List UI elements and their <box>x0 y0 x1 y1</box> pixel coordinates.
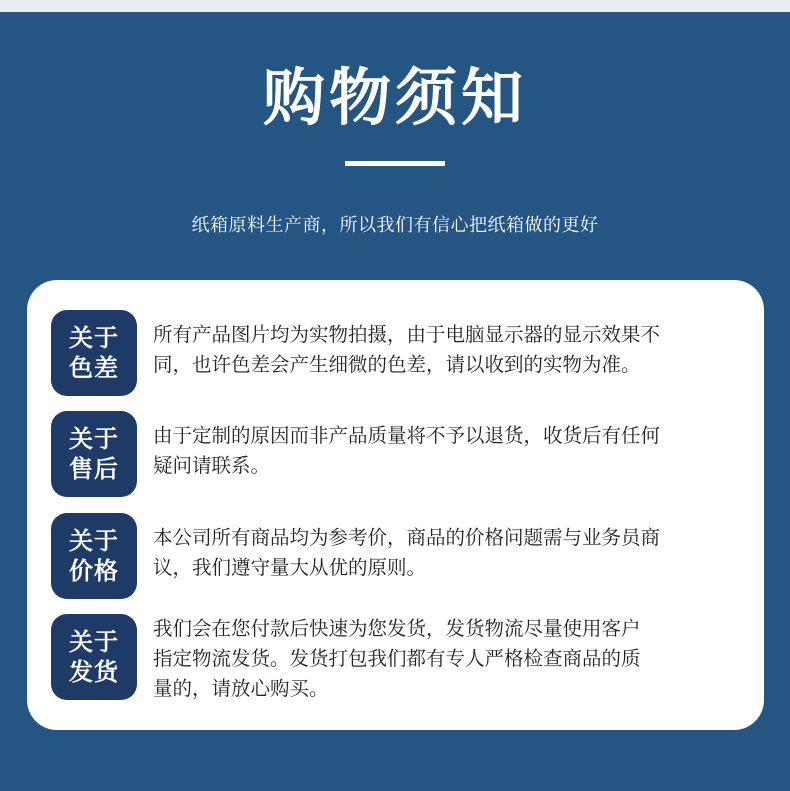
badge-line-2: 售后 <box>69 455 119 483</box>
badge-line-1: 关于 <box>69 628 119 656</box>
page-subtitle: 纸箱原料生产商，所以我们有信心把纸箱做的更好 <box>191 215 599 236</box>
badge-line-1: 关于 <box>69 425 119 453</box>
page-title: 购物须知 <box>262 61 527 134</box>
badge-line-2: 色差 <box>69 354 119 382</box>
notice-item-color-difference <box>51 310 741 396</box>
notice-card <box>27 280 764 730</box>
top-strip <box>0 0 790 12</box>
notice-item-shipping <box>51 614 741 700</box>
notice-text: 本公司所有商品均为参考价，商品的价格问题需与业务员商 议，我们遵守量大从优的原则。 <box>153 526 661 579</box>
notice-badge <box>51 614 137 700</box>
notice-item-after-sales <box>51 411 741 497</box>
notice-badge <box>51 411 137 497</box>
notice-item-price <box>51 513 741 599</box>
notice-text: 我们会在您付款后快速为您发货，发货物流尽量使用客户 指定物流发货。发货打包我们都有专人严格检查商品的质 量的，请放心购买。 <box>153 617 641 700</box>
title-underline <box>345 161 445 166</box>
notice-text: 由于定制的原因而非产品质量将不予以退货，收货后有任何 疑问请联系。 <box>153 424 661 477</box>
badge-line-1: 关于 <box>69 324 119 352</box>
notice-badge <box>51 513 137 599</box>
badge-line-1: 关于 <box>69 527 119 555</box>
notice-badge <box>51 310 137 396</box>
badge-line-2: 发货 <box>69 658 119 686</box>
badge-line-2: 价格 <box>69 557 119 585</box>
notice-text: 所有产品图片均为实物拍摄，由于电脑显示器的显示效果不 同，也许色差会产生细微的色差，请以收到的实物为准。 <box>153 323 661 376</box>
